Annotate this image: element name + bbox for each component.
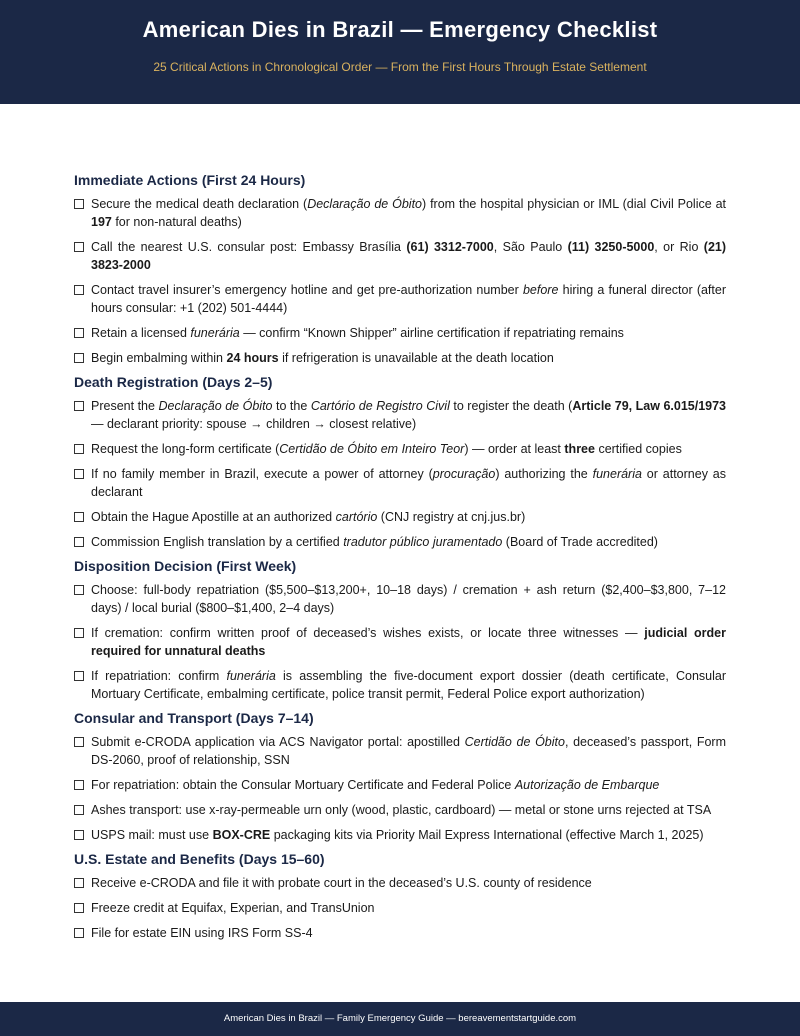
item-text: Submit e-CRODA application via ACS Navigator portal: apostilled — [91, 735, 465, 749]
italic-text: tradutor público juramentado — [343, 535, 503, 549]
checkbox-icon[interactable] — [74, 469, 84, 479]
italic-text: Declaração de Óbito — [158, 399, 273, 413]
italic-text: funerária — [190, 326, 240, 340]
item-text: Call the nearest U.S. consular post: Embassy Brasília — [91, 240, 407, 254]
checkbox-icon[interactable] — [74, 780, 84, 790]
checkbox-icon[interactable] — [74, 585, 84, 595]
item-text: — declarant priority: spouse → children → closest relative) — [91, 417, 417, 431]
section-title: U.S. Estate and Benefits (Days 15–60) — [74, 851, 325, 867]
item-text: Obtain the Hague Apostille at an authorized — [91, 510, 336, 524]
item-text: USPS mail: must use — [91, 828, 213, 842]
section-list — [74, 397, 726, 551]
checklist-item — [74, 826, 726, 844]
checklist-item — [74, 465, 726, 501]
item-text: for non-natural deaths) — [111, 215, 242, 229]
checklist-item — [74, 624, 726, 660]
checkbox-icon[interactable] — [74, 285, 84, 295]
section-title: Death Registration (Days 2–5) — [74, 374, 273, 390]
checklist-item — [74, 801, 726, 819]
page-subtitle: 25 Critical Actions in Chronological Order — From the First Hours Through Estate Settlement — [153, 60, 647, 74]
checkbox-icon[interactable] — [74, 401, 84, 411]
checkbox-icon[interactable] — [74, 444, 84, 454]
italic-text: Autorização de Embarque — [514, 778, 660, 792]
item-text: Retain a licensed — [91, 326, 191, 340]
section-title: Disposition Decision (First Week) — [74, 558, 297, 574]
page-header — [0, 0, 800, 104]
item-text: ) from the hospital physician or IML (dial Civil Police at — [422, 197, 727, 211]
item-text: to the — [272, 399, 311, 413]
checklist-item — [74, 397, 726, 433]
item-text: Begin embalming within — [91, 351, 227, 365]
checkbox-icon[interactable] — [74, 671, 84, 681]
item-text: Ashes transport: use x-ray-permeable urn only (wood, plastic, cardboard) — metal or stone urns rejected at TSA — [91, 803, 712, 817]
page-title: American Dies in Brazil — Emergency Checklist — [142, 17, 658, 42]
checklist-item — [74, 533, 726, 551]
section-list — [74, 581, 726, 703]
bold-text: Article 79, Law 6.015/1973 — [572, 399, 727, 413]
bold-text: judicial order required for unnatural deaths — [91, 626, 726, 658]
checklist-item — [74, 281, 726, 317]
bold-text: 24 hours — [226, 351, 279, 365]
checklist-item — [74, 733, 726, 769]
italic-text: cartório — [335, 510, 378, 524]
item-text: If cremation: confirm written proof of deceased’s wishes exists, or locate three witnesses — — [91, 626, 645, 640]
checklist-item — [74, 238, 726, 274]
item-text: or attorney as declarant — [91, 467, 727, 499]
item-text: , or Rio — [654, 240, 704, 254]
item-text: Receive e-CRODA and file it with probate court in the deceased’s U.S. county of residence — [91, 876, 592, 890]
checklist-item — [74, 440, 726, 458]
bold-text: (11) 3250-5000 — [567, 240, 655, 254]
item-text: to register the death ( — [449, 399, 573, 413]
item-text: (CNJ registry at cnj.jus.br) — [377, 510, 526, 524]
item-text: File for estate EIN using IRS Form SS-4 — [91, 926, 313, 940]
item-text: is assembling the five-document export dossier (death certificate, Consular Mortuary Certificate, embalming certificate, police transit permit, Federal Police export authorization) — [91, 669, 726, 701]
italic-text: Certidão de Óbito em Inteiro Teor — [279, 442, 465, 456]
checklist-item — [74, 874, 726, 892]
item-text: (Board of Trade accredited) — [502, 535, 658, 549]
section-list — [74, 733, 726, 844]
bold-text: (61) 3312-7000 — [406, 240, 494, 254]
checkbox-icon[interactable] — [74, 737, 84, 747]
item-text: Freeze credit at Equifax, Experian, and TransUnion — [91, 901, 375, 915]
italic-text: funerária — [592, 467, 642, 481]
checkbox-icon[interactable] — [74, 928, 84, 938]
checklist-item — [74, 508, 726, 526]
italic-text: Cartório de Registro Civil — [310, 399, 450, 413]
item-text: Choose: full-body repatriation ($5,500–$13,200+, 10–18 days) / cremation + ash return ($2,400–$3,800, 7–12 days) / local burial ($800–$1,400, 2–4 days) — [91, 583, 726, 615]
checkbox-icon[interactable] — [74, 353, 84, 363]
checkbox-icon[interactable] — [74, 242, 84, 252]
checklist — [74, 172, 726, 949]
item-text: certified copies — [594, 442, 682, 456]
checkbox-icon[interactable] — [74, 805, 84, 815]
item-text: Commission English translation by a certified — [91, 535, 344, 549]
checkbox-icon[interactable] — [74, 878, 84, 888]
checklist-item — [74, 899, 726, 917]
checkbox-icon[interactable] — [74, 199, 84, 209]
checklist-item — [74, 349, 726, 367]
section-list — [74, 874, 726, 942]
checklist-item — [74, 924, 726, 942]
checkbox-icon[interactable] — [74, 628, 84, 638]
checklist-item — [74, 667, 726, 703]
italic-text: Certidão de Óbito — [464, 735, 565, 749]
italic-text: before — [522, 283, 559, 297]
checkbox-icon[interactable] — [74, 537, 84, 547]
section-title: Consular and Transport (Days 7–14) — [74, 710, 314, 726]
item-text: ) authorizing the — [495, 467, 593, 481]
bold-text: 197 — [91, 215, 112, 229]
checkbox-icon[interactable] — [74, 512, 84, 522]
italic-text: funerária — [226, 669, 276, 683]
checklist-item — [74, 776, 726, 794]
item-text: ) — order at least — [464, 442, 565, 456]
item-text: If no family member in Brazil, execute a power of attorney ( — [91, 467, 433, 481]
italic-text: Declaração de Óbito — [307, 197, 423, 211]
item-text: if refrigeration is unavailable at the death location — [278, 351, 554, 365]
page-footer: American Dies in Brazil — Family Emergency Guide — bereavementstartguide.com — [0, 1002, 800, 1036]
item-text: Present the — [91, 399, 159, 413]
checklist-item — [74, 581, 726, 617]
section-list — [74, 195, 726, 367]
item-text: If repatriation: confirm — [91, 669, 227, 683]
checkbox-icon[interactable] — [74, 328, 84, 338]
bold-text: BOX-CRE — [212, 828, 271, 842]
item-text: packaging kits via Priority Mail Express International (effective March 1, 2025) — [270, 828, 704, 842]
item-text: , São Paulo — [493, 240, 568, 254]
bold-text: three — [564, 442, 595, 456]
item-text: For repatriation: obtain the Consular Mortuary Certificate and Federal Police — [91, 778, 515, 792]
checkbox-icon[interactable] — [74, 903, 84, 913]
item-text: Secure the medical death declaration ( — [91, 197, 308, 211]
bold-text: (21) 3823-2000 — [91, 240, 727, 272]
checklist-item — [74, 195, 726, 231]
item-text: hiring a funeral director (after hours consular: +1 (202) 501-4444) — [91, 283, 726, 315]
checklist-item — [74, 324, 726, 342]
item-text: Contact travel insurer’s emergency hotline and get pre-authorization number — [91, 283, 523, 297]
italic-text: procuração — [432, 467, 496, 481]
checkbox-icon[interactable] — [74, 830, 84, 840]
item-text: — confirm “Known Shipper” airline certification if repatriating remains — [239, 326, 624, 340]
item-text: , deceased’s passport, Form DS-2060, proof of relationship, SSN — [91, 735, 727, 767]
section-title: Immediate Actions (First 24 Hours) — [74, 172, 306, 188]
item-text: Request the long-form certificate ( — [91, 442, 280, 456]
